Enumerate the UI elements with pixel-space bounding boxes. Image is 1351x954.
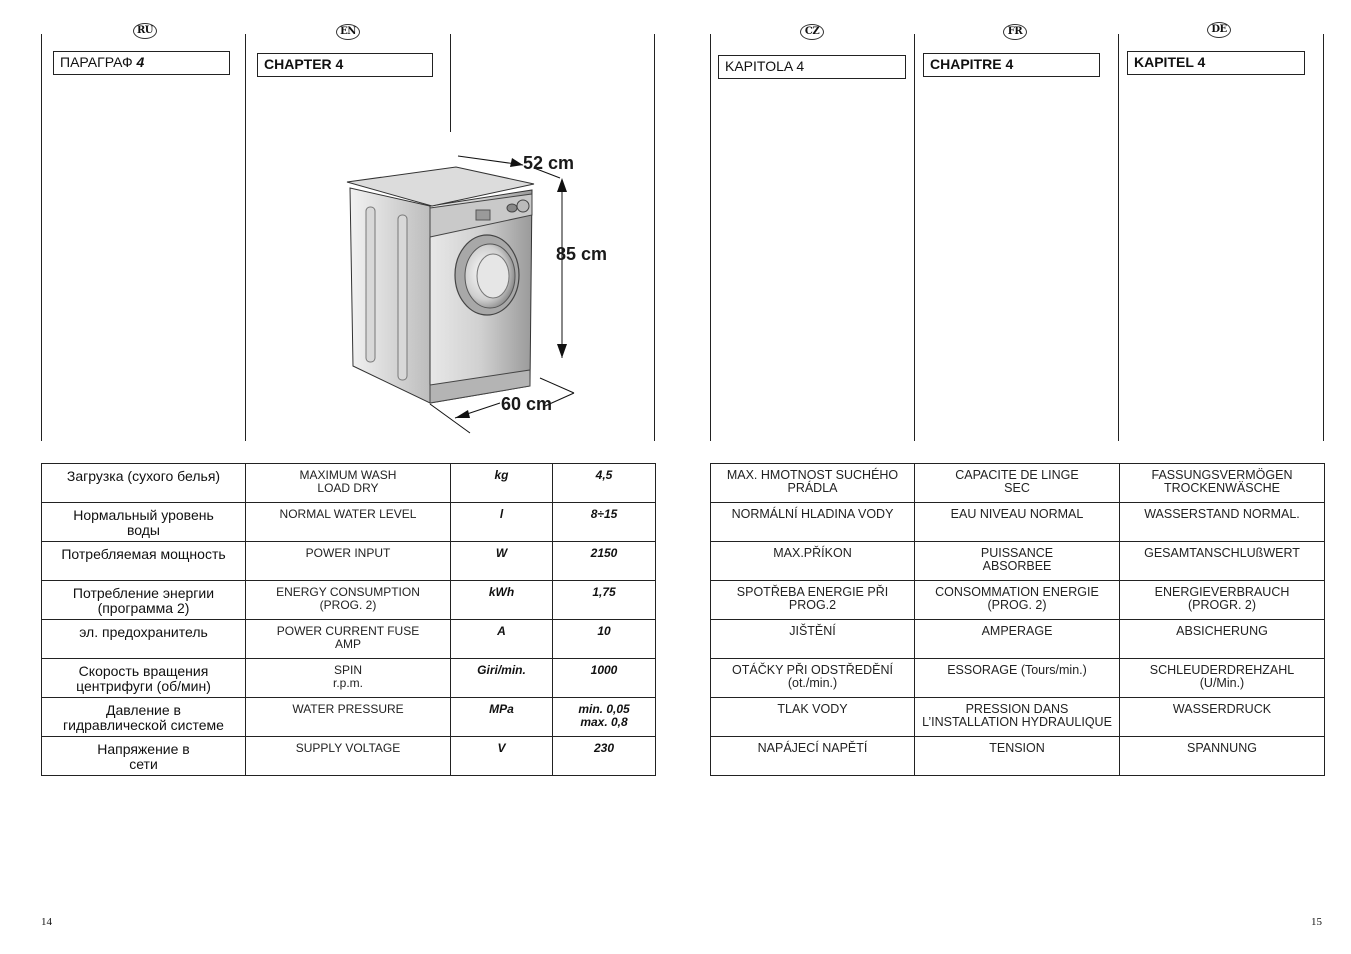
spec-label-ru: Загрузка (сухого белья) <box>42 464 246 503</box>
table-row <box>711 659 1325 698</box>
lang-badge-fr: FR <box>1003 24 1027 40</box>
spec-unit: kWh <box>451 581 553 620</box>
table-row <box>711 464 1325 503</box>
spec-label-fr: AMPERAGE <box>915 620 1120 659</box>
spec-label-ru: Нормальный уровень воды <box>42 503 246 542</box>
table-row <box>711 698 1325 737</box>
spec-label-de: WASSERSTAND NORMAL. <box>1120 503 1325 542</box>
spec-value: 2150 <box>553 542 656 581</box>
lang-badge-ru: RU <box>133 23 157 39</box>
chapter-number-ru: 4 <box>136 54 145 70</box>
table-row <box>42 698 656 737</box>
page-number-right: 15 <box>1311 916 1322 928</box>
table-row <box>42 542 656 581</box>
lang-badge-cz: CZ <box>800 24 824 40</box>
spec-label-cz: TLAK VODY <box>711 698 915 737</box>
chapter-prefix-ru: ПАРАГРАФ <box>60 54 133 70</box>
spec-label-en: POWER CURRENT FUSE AMP <box>246 620 451 659</box>
table-row <box>42 464 656 503</box>
spec-label-cz: NORMÁLNÍ HLADINA VODY <box>711 503 915 542</box>
spec-label-ru: Напряжение в сети <box>42 737 246 776</box>
spec-unit: l <box>451 503 553 542</box>
spec-label-en: MAXIMUM WASH LOAD DRY <box>246 464 451 503</box>
column-divider <box>245 34 246 441</box>
chapter-heading-de: KAPITEL 4 <box>1127 51 1305 75</box>
spec-table-right <box>710 463 1325 776</box>
spec-label-de: ENERGIEVERBRAUCH (PROGR. 2) <box>1120 581 1325 620</box>
table-row <box>711 542 1325 581</box>
table-row <box>711 620 1325 659</box>
spec-value: 1000 <box>553 659 656 698</box>
spec-label-ru: Давление в гидравлической системе <box>42 698 246 737</box>
spec-value: 1,75 <box>553 581 656 620</box>
spec-label-ru: Потребляемая мощность <box>42 542 246 581</box>
dimension-height: 85 cm <box>556 244 608 264</box>
spec-label-en: WATER PRESSURE <box>246 698 451 737</box>
spec-label-ru: Потребление энергии (программа 2) <box>42 581 246 620</box>
spec-unit: V <box>451 737 553 776</box>
column-divider <box>710 34 711 441</box>
spec-label-en: NORMAL WATER LEVEL <box>246 503 451 542</box>
spec-unit: Giri/min. <box>451 659 553 698</box>
spec-label-cz: JIŠTĚNÍ <box>711 620 915 659</box>
column-divider <box>1118 34 1119 441</box>
spec-value: 10 <box>553 620 656 659</box>
dimension-width: 60 cm <box>501 394 553 414</box>
spec-label-fr: EAU NIVEAU NORMAL <box>915 503 1120 542</box>
spec-label-fr: PRESSION DANS L’INSTALLATION HYDRAULIQUE <box>915 698 1120 737</box>
column-divider <box>41 34 42 441</box>
spec-label-fr: CONSOMMATION ENERGIE (PROG. 2) <box>915 581 1120 620</box>
table-row <box>42 737 656 776</box>
spec-label-cz: OTÁČKY PŘI ODSTŘEDĚNÍ (ot./min.) <box>711 659 915 698</box>
spec-label-ru: эл. предохранитель <box>42 620 246 659</box>
chapter-heading-ru <box>53 51 230 75</box>
spec-unit: W <box>451 542 553 581</box>
spec-label-en: ENERGY CONSUMPTION (PROG. 2) <box>246 581 451 620</box>
spec-label-de: FASSUNGSVERMÖGEN TROCKENWÄSCHE <box>1120 464 1325 503</box>
spec-label-fr: PUISSANCE ABSORBEE <box>915 542 1120 581</box>
spec-label-fr: TENSION <box>915 737 1120 776</box>
table-row <box>42 503 656 542</box>
chapter-heading-cz: KAPITOLA 4 <box>718 55 906 79</box>
spec-label-fr: ESSORAGE (Tours/min.) <box>915 659 1120 698</box>
spec-label-en: POWER INPUT <box>246 542 451 581</box>
spec-label-de: SCHLEUDERDREHZAHL (U/Min.) <box>1120 659 1325 698</box>
spec-label-de: ABSICHERUNG <box>1120 620 1325 659</box>
spec-label-de: GESAMTANSCHLUßWERT <box>1120 542 1325 581</box>
spec-value: 4,5 <box>553 464 656 503</box>
spec-label-cz: NAPÁJECÍ NAPĚTÍ <box>711 737 915 776</box>
table-row <box>42 581 656 620</box>
spec-label-ru: Скорость вращения центрифуги (об/мин) <box>42 659 246 698</box>
spec-label-cz: MAX.PŘÍKON <box>711 542 915 581</box>
spec-value: 8÷15 <box>553 503 656 542</box>
table-row <box>711 737 1325 776</box>
chapter-heading-fr: CHAPITRE 4 <box>923 53 1100 77</box>
dimension-depth: 52 cm <box>523 153 575 173</box>
column-divider <box>654 34 655 441</box>
spec-label-fr: CAPACITE DE LINGE SEC <box>915 464 1120 503</box>
column-divider <box>1323 34 1324 441</box>
spec-label-en: SUPPLY VOLTAGE <box>246 737 451 776</box>
table-row <box>42 659 656 698</box>
table-row <box>711 503 1325 542</box>
chapter-heading-en: CHAPTER 4 <box>257 53 433 77</box>
spec-unit: MPa <box>451 698 553 737</box>
spec-table-left <box>41 463 656 776</box>
page-number-left: 14 <box>41 916 52 928</box>
spec-label-en: SPIN r.p.m. <box>246 659 451 698</box>
washing-machine-illustration <box>330 140 630 440</box>
spec-value: min. 0,05 max. 0,8 <box>553 698 656 737</box>
spec-unit: kg <box>451 464 553 503</box>
column-divider <box>450 34 451 132</box>
table-row <box>42 620 656 659</box>
spec-unit: A <box>451 620 553 659</box>
spec-label-de: SPANNUNG <box>1120 737 1325 776</box>
lang-badge-en: EN <box>336 24 360 40</box>
spec-value: 230 <box>553 737 656 776</box>
spec-label-cz: MAX. HMOTNOST SUCHÉHO PRÁDLA <box>711 464 915 503</box>
lang-badge-de: DE <box>1207 22 1231 38</box>
spec-label-cz: SPOTŘEBA ENERGIE PŘI PROG.2 <box>711 581 915 620</box>
column-divider <box>914 34 915 441</box>
table-row <box>711 581 1325 620</box>
spec-label-de: WASSERDRUCK <box>1120 698 1325 737</box>
